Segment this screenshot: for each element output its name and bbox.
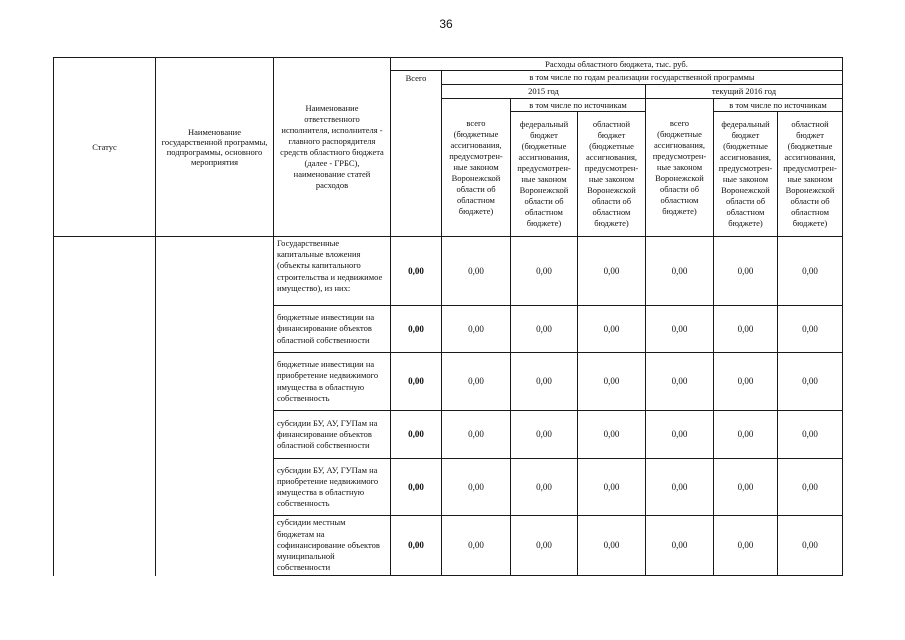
value-2015-regional: 0,00 [578, 516, 646, 576]
header-year-2016: текущий 2016 год [646, 85, 843, 99]
value-2015-total: 0,00 [442, 411, 511, 459]
value-2015-total: 0,00 [442, 516, 511, 576]
page-number: 36 [439, 17, 453, 31]
value-2016-federal: 0,00 [714, 411, 778, 459]
value-2016-regional: 0,00 [778, 353, 843, 411]
value-2015-federal: 0,00 [511, 411, 578, 459]
value-total: 0,00 [391, 459, 442, 516]
row-label: бюджетные инвестиции на приобретение недвижимого имущества в областную собственность [274, 353, 391, 411]
value-2015-regional: 0,00 [578, 459, 646, 516]
value-2015-total: 0,00 [442, 353, 511, 411]
header-2015-total: всего (бюджетные ассигнования, предусмотрен- ные законом Воронежской области об областном бюджете) [442, 99, 511, 237]
row-label: Государственные капитальные вложения (объекты капитального строительства и недвижимое имущество), из них: [274, 237, 391, 306]
value-2016-total: 0,00 [646, 237, 714, 306]
header-year-2015: 2015 год [442, 85, 646, 99]
value-2016-regional: 0,00 [778, 306, 843, 353]
value-2015-federal: 0,00 [511, 237, 578, 306]
header-program-name: Наименование государственной программы, подпрограммы, основного мероприятия [156, 58, 274, 237]
value-2015-total: 0,00 [442, 459, 511, 516]
program-name-cell [156, 237, 274, 576]
header-status: Статус [54, 58, 156, 237]
value-2015-federal: 0,00 [511, 306, 578, 353]
value-2016-regional: 0,00 [778, 516, 843, 576]
value-2016-total: 0,00 [646, 459, 714, 516]
row-label: субсидии БУ, АУ, ГУПам на приобретение недвижимого имущества в областную собственность [274, 459, 391, 516]
value-2015-total: 0,00 [442, 237, 511, 306]
header-2016-by-sources: в том числе по источникам [714, 99, 843, 112]
value-total: 0,00 [391, 516, 442, 576]
value-total: 0,00 [391, 237, 442, 306]
value-2016-regional: 0,00 [778, 411, 843, 459]
value-total: 0,00 [391, 411, 442, 459]
value-2016-total: 0,00 [646, 411, 714, 459]
value-total: 0,00 [391, 353, 442, 411]
header-row-expenses [54, 58, 843, 71]
value-2015-regional: 0,00 [578, 353, 646, 411]
header-total: Всего [391, 71, 442, 237]
value-2016-total: 0,00 [646, 516, 714, 576]
value-2015-total: 0,00 [442, 306, 511, 353]
value-total: 0,00 [391, 306, 442, 353]
header-expenses-title: Расходы областного бюджета, тыс. руб. [391, 58, 843, 71]
row-label: субсидии местным бюджетам на софинансирование объектов муниципальной собственности [274, 516, 391, 576]
table-row [54, 237, 843, 306]
value-2016-regional: 0,00 [778, 237, 843, 306]
row-label: субсидии БУ, АУ, ГУПам на финансирование объектов областной собственности [274, 411, 391, 459]
header-2016-federal: федеральный бюджет (бюджетные ассигнования, предусмотрен- ные законом Воронежской области об областном бюджете) [714, 112, 778, 237]
value-2015-federal: 0,00 [511, 353, 578, 411]
value-2016-regional: 0,00 [778, 459, 843, 516]
header-2015-by-sources: в том числе по источникам [511, 99, 646, 112]
row-label: бюджетные инвестиции на финансирование объектов областной собственности [274, 306, 391, 353]
value-2015-federal: 0,00 [511, 516, 578, 576]
header-2016-total: всего (бюджетные ассигнования, предусмотрен- ные законом Воронежской области об областном бюджете) [646, 99, 714, 237]
header-2016-regional: областной бюджет (бюджетные ассигнования, предусмотрен- ные законом Воронежской области об областном бюджете) [778, 112, 843, 237]
header-2015-federal: федеральный бюджет (бюджетные ассигнования, предусмотрен- ные законом Воронежской области об областном бюджете) [511, 112, 578, 237]
value-2015-federal: 0,00 [511, 459, 578, 516]
value-2016-federal: 0,00 [714, 237, 778, 306]
value-2015-regional: 0,00 [578, 411, 646, 459]
header-2015-regional: областной бюджет (бюджетные ассигнования, предусмотрен- ные законом Воронежской области об областном бюджете) [578, 112, 646, 237]
value-2016-federal: 0,00 [714, 459, 778, 516]
value-2015-regional: 0,00 [578, 237, 646, 306]
value-2016-federal: 0,00 [714, 353, 778, 411]
value-2015-regional: 0,00 [578, 306, 646, 353]
value-2016-federal: 0,00 [714, 306, 778, 353]
value-2016-total: 0,00 [646, 306, 714, 353]
status-cell [54, 237, 156, 576]
header-by-years: в том числе по годам реализации государственной программы [442, 71, 843, 85]
value-2016-total: 0,00 [646, 353, 714, 411]
value-2016-federal: 0,00 [714, 516, 778, 576]
header-executor-name: Наименование ответственного исполнителя, исполнителя - главного распорядителя средств областного бюджета (далее - ГРБС), наименование статей расходов [274, 58, 391, 237]
budget-table [53, 57, 843, 576]
